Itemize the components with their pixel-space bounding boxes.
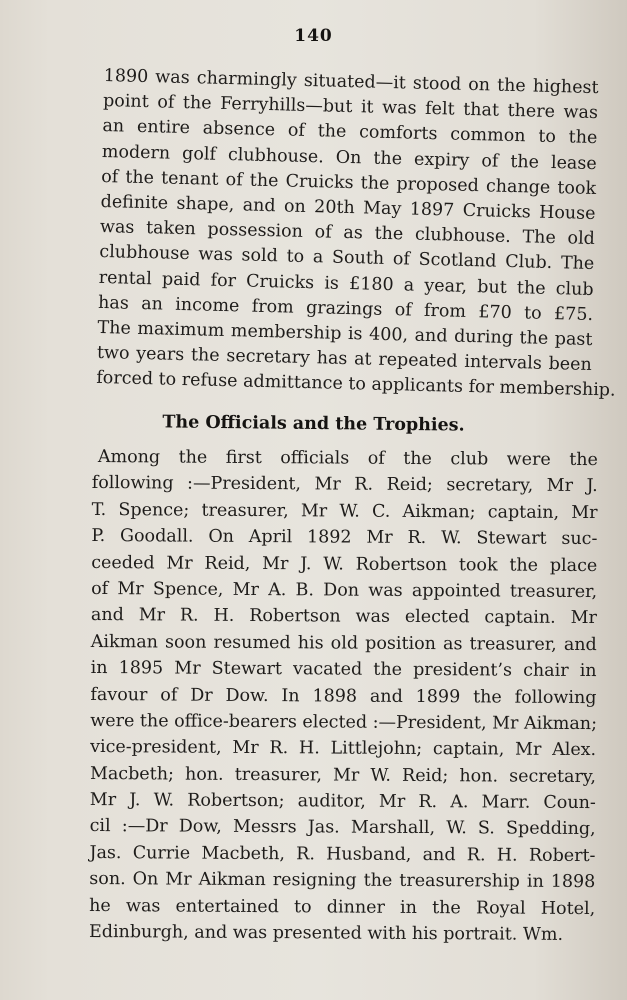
page-number: 140 (294, 26, 333, 46)
paragraph-clubhouse (96, 64, 616, 403)
text-line: of the tenant of the Cruicks the proposed change took (101, 166, 597, 199)
text-line: modern golf clubhouse. On the expiry of the lease (101, 141, 597, 174)
text-line: definite shape, and on 20th May 1897 Cruicks House (100, 191, 596, 224)
text-line: forced to refuse admittance to applicants for membership. (96, 368, 616, 401)
text-line: son. On Mr Aikman resigning the treasurership in 1898 (89, 869, 596, 893)
text-line: of Mr Spence, Mr A. B. Don was appointed treasurer, (91, 578, 598, 603)
text-line: Aikman soon resumed his old position as treasurer, and (90, 631, 597, 655)
text-line: ceeded Mr Reid, Mr J. W. Robertson took the place (91, 552, 598, 576)
text-line: point of the Ferryhills—but it was felt that there was (102, 91, 599, 124)
paragraph-officials (89, 444, 598, 949)
text-line: and Mr R. H. Robertson was elected captain. Mr (90, 605, 598, 629)
text-line: The maximum membership is 400, and during the past (97, 317, 593, 350)
text-line: were the office-bearers elected :—President, Mr Aikman; (90, 710, 598, 734)
text-line: Jas. Currie Macbeth, R. Husband, and R. H. Robert- (89, 842, 596, 866)
text-line: an entire absence of the comforts common to the (102, 116, 598, 149)
text-line: Mr J. W. Robertson; auditor, Mr R. A. Marr. Coun- (89, 790, 596, 814)
text-line: cil :—Dr Dow, Messrs Jas. Marshall, W. S. Spedding, (89, 816, 596, 840)
text-line: favour of Dr Dow. In 1898 and 1899 the following (90, 684, 597, 708)
text-line: P. Goodall. On April 1892 Mr R. W. Stewart suc- (91, 526, 598, 550)
text-line: rental paid for Cruicks is £180 a year, but the club (98, 267, 594, 300)
text-line: was taken possession of as the clubhouse. The old (99, 217, 596, 250)
text-line: two years the secretary has at repeated intervals been (96, 342, 593, 376)
text-line: Macbeth; hon. treasurer, Mr W. Reid; hon. secretary, (89, 763, 597, 787)
section-heading: The Officials and the Trophies. (162, 412, 465, 436)
text-line: Among the first officials of the club were the (97, 447, 598, 471)
text-line: Edinburgh, and was presented with his portrait. Wm. (88, 922, 564, 945)
text-line: has an income from grazings of from £70 to £75. (97, 292, 594, 325)
text-line: vice-president, Mr R. H. Littlejohn; captain, Mr Alex. (90, 737, 597, 761)
text-line: clubhouse was sold to a South of Scotland Club. The (99, 242, 595, 275)
text-line: following :—President, Mr R. Reid; secretary, Mr J. (91, 473, 598, 497)
text-line: T. Spence; treasurer, Mr W. C. Aikman; captain, Mr (91, 499, 598, 523)
text-line: 1890 was charmingly situated—it stood on the highest (103, 65, 599, 99)
text-line: in 1895 Mr Stewart vacated the president’s chair in (90, 658, 597, 682)
text-line: he was entertained to dinner in the Royal Hotel, (89, 895, 596, 919)
